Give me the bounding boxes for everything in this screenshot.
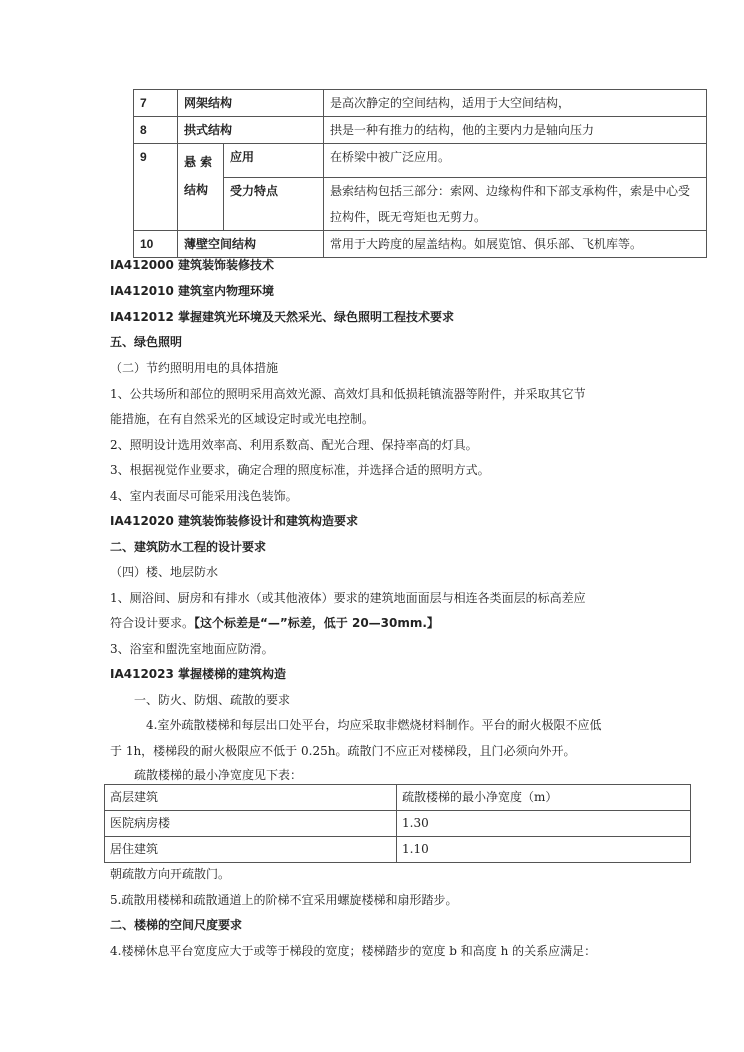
row-number: 10	[134, 231, 178, 258]
paragraph: 朝疏散方向开疏散门。	[110, 867, 231, 881]
heading-point: 五、绿色照明	[110, 335, 183, 349]
paragraph: 2、照明设计选用效率高、利用系数高、配光合理、保持率高的灯具。	[110, 438, 478, 452]
building-type: 医院病房楼	[105, 811, 397, 837]
paragraph: 4.室外疏散楼梯和每层出口处平台，均应采取非燃烧材料制作。平台的耐火极限不应低	[146, 718, 602, 732]
heading-section: IA412000 建筑装饰装修技术	[110, 258, 275, 272]
heading-topic: IA412023 掌握楼梯的建筑构造	[110, 667, 287, 681]
paragraph-text: 符合设计要求。	[110, 616, 195, 630]
row-number: 8	[134, 117, 178, 144]
paragraph: 3、浴室和盥洗室地面应防滑。	[110, 642, 274, 656]
paragraph	[110, 615, 439, 631]
subheading: （四）楼、地层防水	[110, 565, 219, 579]
structure-desc: 是高次静定的空间结构，适用于大空间结构，	[324, 90, 707, 117]
paragraph: 1、厕浴间、厨房和有排水（或其他液体）要求的建筑地面面层与相连各类面层的标高差应	[110, 591, 586, 605]
emphasis-note: 【这个标差是“—”标差，低于 20—30mm.】	[194, 616, 439, 630]
heading-topic: IA412012 掌握建筑光环境及天然采光、绿色照明工程技术要求	[110, 310, 455, 324]
table-row	[105, 837, 691, 863]
structure-name: 薄壁空间结构	[178, 231, 324, 258]
min-width: 1.10	[397, 837, 691, 863]
table-intro: 疏散楼梯的最小净宽度见下表：	[134, 768, 303, 782]
structure-desc: 常用于大跨度的屋盖结构。如展览馆、俱乐部、飞机库等。	[324, 231, 707, 258]
paragraph: 3、根据视觉作业要求，确定合理的照度标准，并选择合适的照明方式。	[110, 463, 490, 477]
min-width: 1.30	[397, 811, 691, 837]
row-number: 7	[134, 90, 178, 117]
table-row	[134, 90, 707, 117]
stair-width-table	[104, 784, 691, 863]
sub-label: 受力特点	[224, 178, 324, 231]
paragraph: 于 1h，楼梯段的耐火极限应不低于 0.25h。疏散门不应正对楼梯段，且门必须向外开。	[110, 744, 576, 758]
paragraph: 1、公共场所和部位的照明采用高效光源、高效灯具和低损耗镇流器等附件，并采取其它节	[110, 387, 586, 401]
heading-point: 二、建筑防水工程的设计要求	[110, 540, 267, 554]
sub-label: 应用	[224, 144, 324, 178]
building-type: 居住建筑	[105, 837, 397, 863]
structure-desc: 拱是一种有推力的结构，他的主要内力是轴向压力	[324, 117, 707, 144]
heading-topic: IA412020 建筑装饰装修设计和建筑构造要求	[110, 514, 359, 528]
paragraph: 5.疏散用楼梯和疏散通道上的阶梯不宜采用螺旋楼梯和扇形踏步。	[110, 893, 458, 907]
table-row	[134, 231, 707, 258]
structure-name: 拱式结构	[178, 117, 324, 144]
subheading: 一、防火、防烟、疏散的要求	[134, 693, 291, 707]
column-header: 高层建筑	[105, 785, 397, 811]
table-row	[105, 811, 691, 837]
table-header-row	[105, 785, 691, 811]
paragraph: 能措施，在有自然采光的区域设定时或光电控制。	[110, 412, 375, 426]
paragraph: 4、室内表面尽可能采用浅色装饰。	[110, 489, 298, 503]
heading-subsection: IA412010 建筑室内物理环境	[110, 284, 275, 298]
table-row	[134, 144, 707, 178]
table-row	[134, 117, 707, 144]
row-number: 9	[134, 144, 178, 231]
structure-desc: 悬索结构包括三部分：索网、边缘构件和下部支承构件，索是中心受拉构件，既无弯矩也无剪力。	[324, 178, 707, 231]
paragraph: 4.楼梯休息平台宽度应大于或等于梯段的宽度；楼梯踏步的宽度 b 和高度 h 的关系应满足：	[110, 944, 597, 958]
structure-name: 网架结构	[178, 90, 324, 117]
structure-name: 悬 索 结构	[178, 144, 224, 231]
column-header: 疏散楼梯的最小净宽度（m）	[397, 785, 691, 811]
subheading: （二）节约照明用电的具体措施	[110, 361, 279, 375]
structure-desc: 在桥梁中被广泛应用。	[324, 144, 707, 178]
structure-table	[133, 89, 707, 258]
heading-point: 二、楼梯的空间尺度要求	[110, 918, 243, 932]
